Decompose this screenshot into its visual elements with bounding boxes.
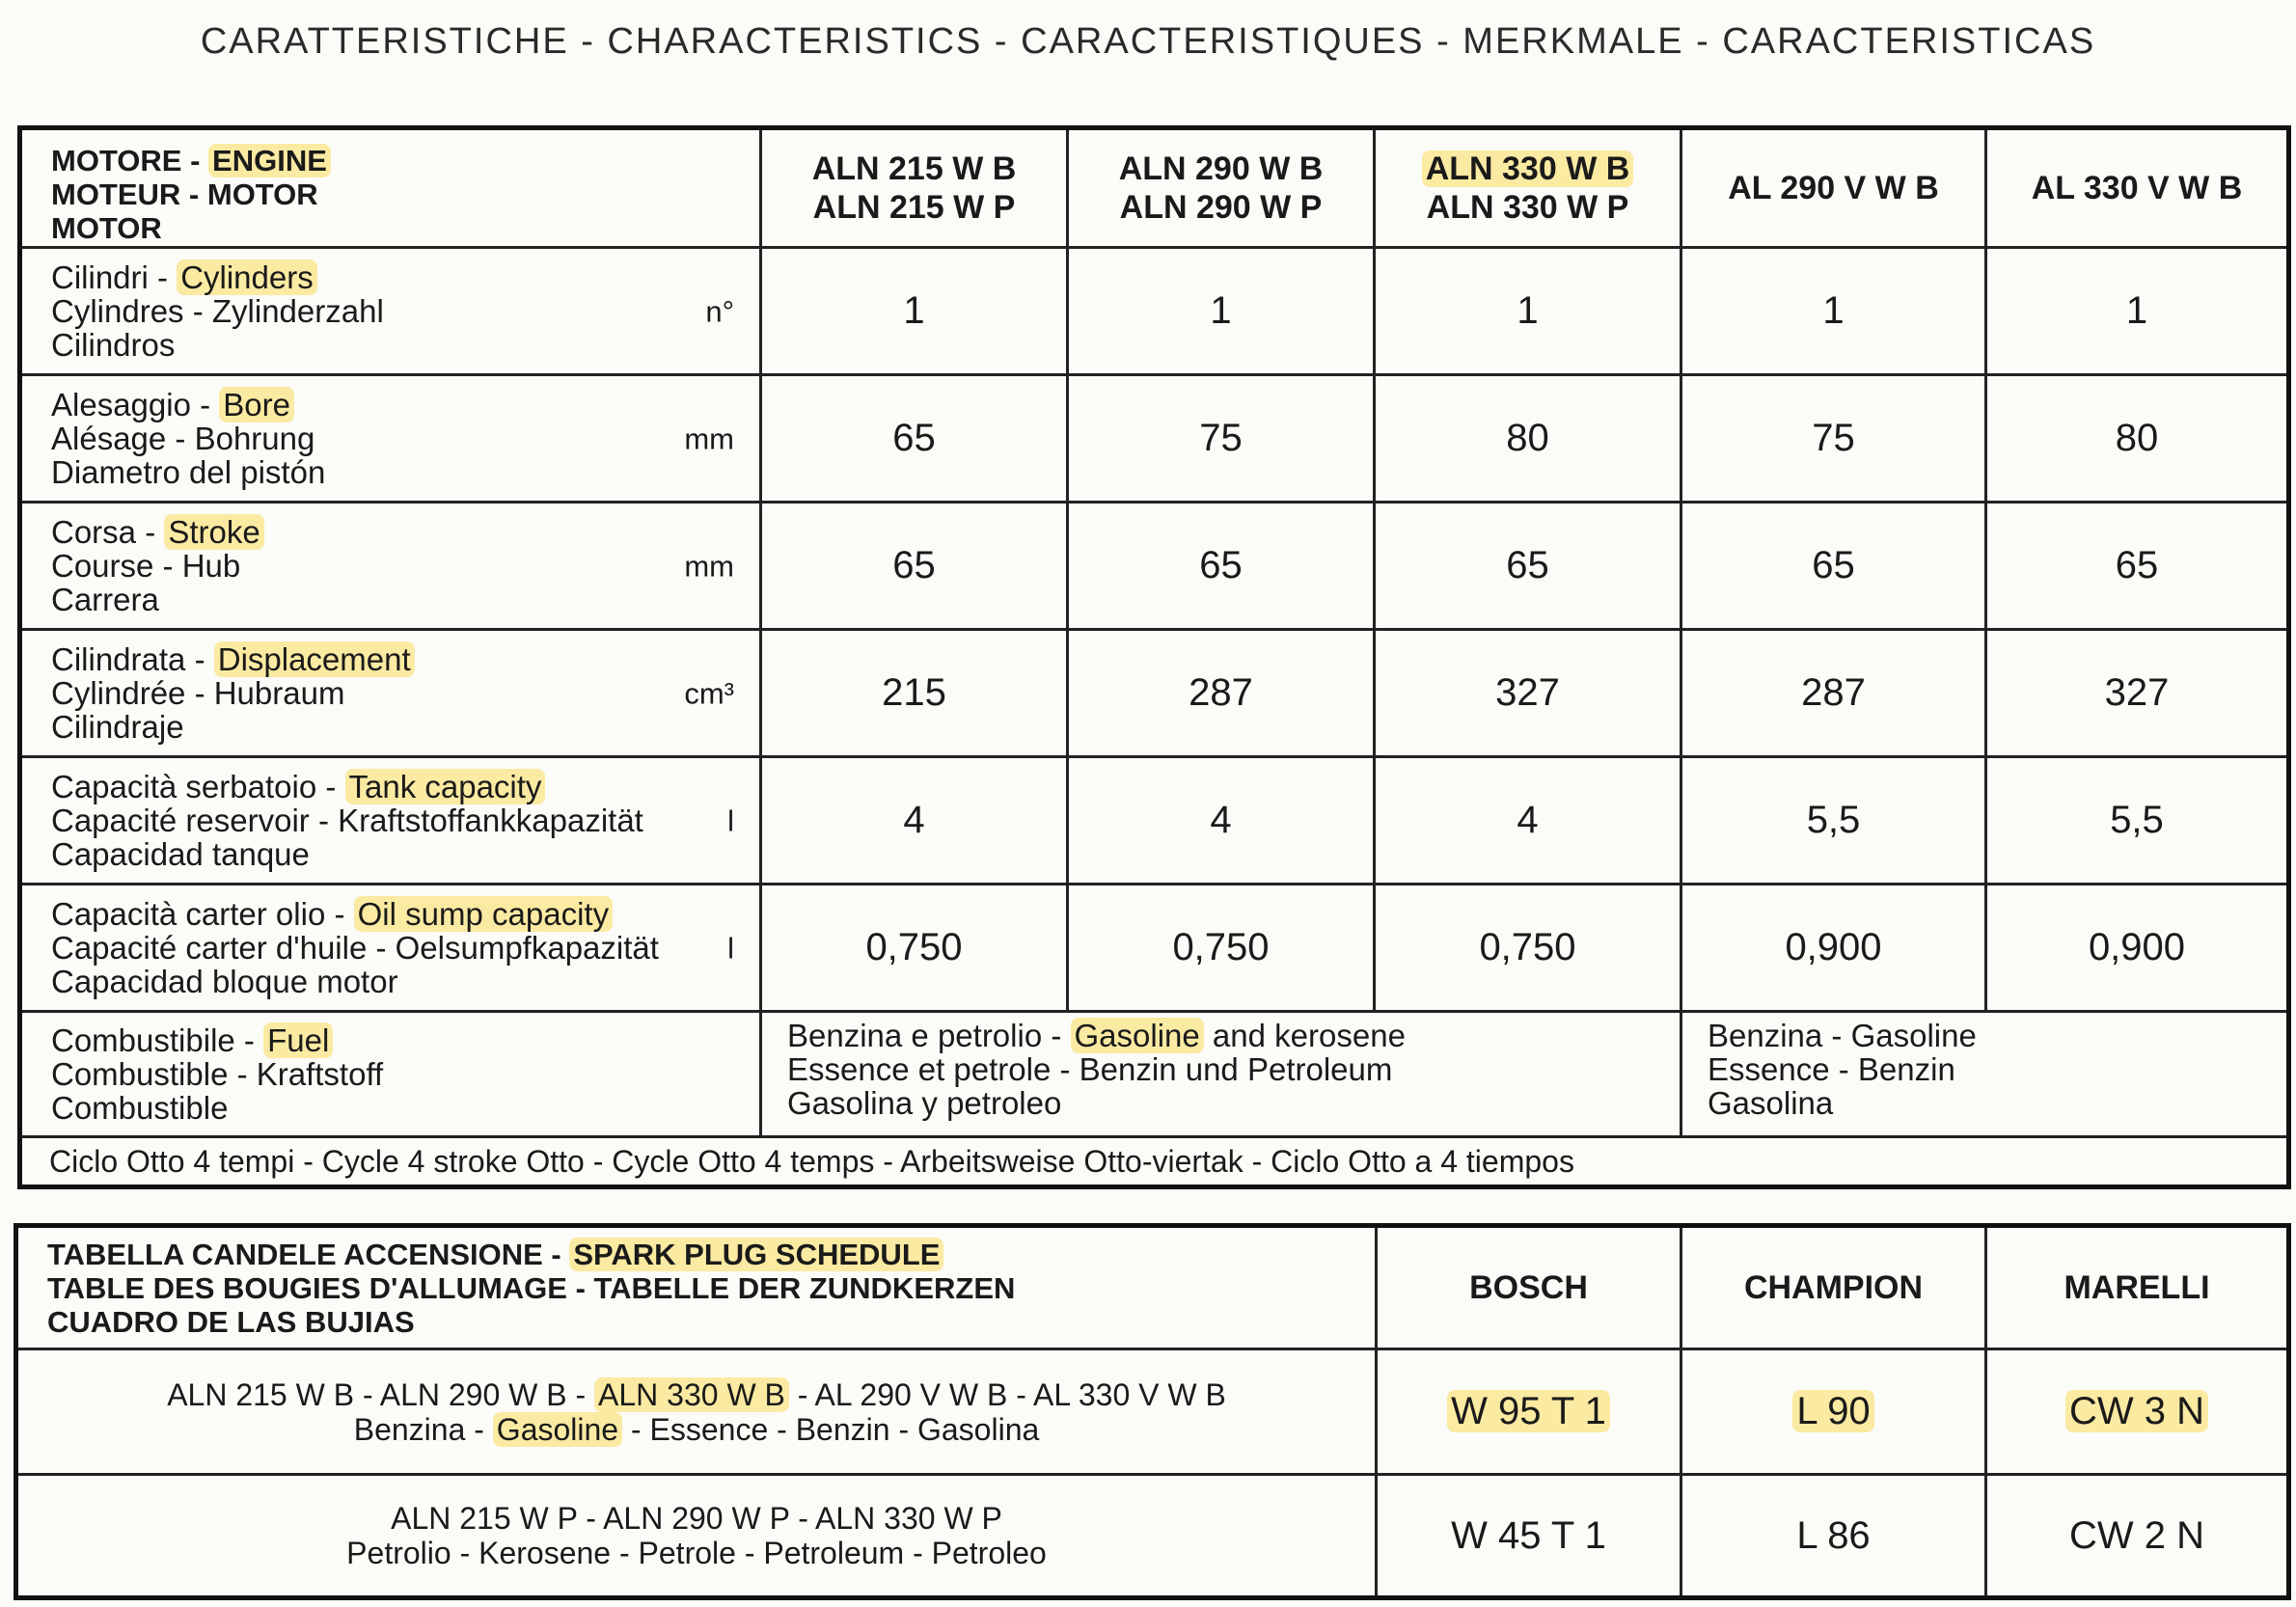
property-tank-capacity: Capacità serbatoio - Tank capacity Capacité reservoir - Kraftstoffankkapazität Capacidad tanque l [20,757,761,885]
plug-champion-gasoline: L 90 [1681,1349,1986,1475]
spark-models-kerosene: ALN 215 W P - ALN 290 W P - ALN 330 W P Petrolio - Kerosene - Petrole - Petroleum - Petroleo [16,1475,1377,1598]
plug-marelli-gasoline: CW 3 N [1986,1349,2289,1475]
spark-plug-table [14,1223,2291,1600]
fuel-group-aln: Benzina e petrolio - Gasoline and kerosene Essence et petrole - Benzin und Petroleum Gasolina y petroleo [761,1012,1681,1137]
value-cell: 75 [1068,375,1375,503]
row-cycle [20,1137,2289,1187]
property-bore: Alesaggio - Bore Alésage - Bohrung Diametro del pistón mm [20,375,761,503]
cycle-description: Ciclo Otto 4 tempi - Cycle 4 stroke Otto - Cycle Otto 4 temps - Arbeitsweise Otto-viertak - Ciclo Otto a 4 tiempos [20,1137,2289,1187]
value-cell: 1 [1986,248,2289,375]
fuel-group-al: Benzina - Gasoline Essence - Benzin Gasolina [1681,1012,2289,1137]
spark-header-row [16,1226,2289,1349]
value-cell: 4 [761,757,1068,885]
spark-row-kerosene [16,1475,2289,1598]
property-cylinders: Cilindri - Cylinders Cylindres - Zylinderzahl Cilindros n° [20,248,761,375]
value-cell: 215 [761,630,1068,757]
spark-models-gasoline: ALN 215 W B - ALN 290 W B - ALN 330 W B - AL 290 V W B - AL 330 V W B Benzina - Gasoline - Essence - Benzin - Gasolina [16,1349,1377,1475]
value-cell: 4 [1375,757,1681,885]
value-cell: 5,5 [1986,757,2289,885]
plug-champion-kerosene: L 86 [1681,1475,1986,1598]
property-oil-sump: Capacità carter olio - Oil sump capacity Capacité carter d'huile - Oelsumpfkapazität Capacidad bloque motor l [20,885,761,1012]
row-fuel [20,1012,2289,1137]
row-stroke [20,503,2289,630]
engine-characteristics-table [17,125,2291,1189]
unit-label: l [727,804,734,837]
unit-label: mm [684,549,734,583]
row-cylinders [20,248,2289,375]
model-header-aln215: ALN 215 W B ALN 215 W P [761,128,1068,248]
value-cell: 65 [761,503,1068,630]
value-cell: 4 [1068,757,1375,885]
value-cell: 0,900 [1681,885,1986,1012]
value-cell: 65 [1681,503,1986,630]
property-stroke: Corsa - Stroke Course - Hub Carrera mm [20,503,761,630]
value-cell: 0,750 [1375,885,1681,1012]
row-bore [20,375,2289,503]
row-oil-sump [20,885,2289,1012]
plug-bosch-gasoline: W 95 T 1 [1377,1349,1681,1475]
unit-label: mm [684,422,734,455]
value-cell: 80 [1986,375,2289,503]
value-cell: 1 [1068,248,1375,375]
plug-marelli-kerosene: CW 2 N [1986,1475,2289,1598]
model-header-al290: AL 290 V W B [1681,128,1986,248]
value-cell: 287 [1068,630,1375,757]
value-cell: 65 [1986,503,2289,630]
unit-label: l [727,931,734,965]
row-tank-capacity [20,757,2289,885]
brand-bosch: BOSCH [1377,1226,1681,1349]
value-cell: 0,750 [761,885,1068,1012]
unit-label: n° [705,294,734,328]
value-cell: 65 [761,375,1068,503]
spark-row-gasoline [16,1349,2289,1475]
value-cell: 1 [761,248,1068,375]
value-cell: 327 [1375,630,1681,757]
page-title: CARATTERISTICHE - CHARACTERISTICS - CARACTERISTIQUES - MERKMALE - CARACTERISTICAS [200,21,2096,62]
brand-marelli: MARELLI [1986,1226,2289,1349]
value-cell: 0,750 [1068,885,1375,1012]
value-cell: 1 [1375,248,1681,375]
value-cell: 5,5 [1681,757,1986,885]
plug-bosch-kerosene: W 45 T 1 [1377,1475,1681,1598]
brand-champion: CHAMPION [1681,1226,1986,1349]
property-displacement: Cilindrata - Displacement Cylindrée - Hubraum Cilindraje cm³ [20,630,761,757]
model-header-aln290: ALN 290 W B ALN 290 W P [1068,128,1375,248]
value-cell: 80 [1375,375,1681,503]
model-header-aln330: ALN 330 W B ALN 330 W P [1375,128,1681,248]
unit-label: cm³ [684,676,734,710]
engine-header-label: MOTORE - ENGINE MOTEUR - MOTOR MOTOR [20,128,761,248]
value-cell: 1 [1681,248,1986,375]
value-cell: 65 [1068,503,1375,630]
row-displacement [20,630,2289,757]
spark-header-label: TABELLA CANDELE ACCENSIONE - SPARK PLUG SCHEDULE TABLE DES BOUGIES D'ALLUMAGE - TABELLE DER ZUNDKERZEN CUADRO DE LAS BUJIAS [16,1226,1377,1349]
value-cell: 75 [1681,375,1986,503]
value-cell: 65 [1375,503,1681,630]
value-cell: 0,900 [1986,885,2289,1012]
model-header-al330: AL 330 V W B [1986,128,2289,248]
property-fuel: Combustibile - Fuel Combustible - Kraftstoff Combustible [20,1012,761,1137]
value-cell: 287 [1681,630,1986,757]
engine-header-row [20,128,2289,248]
value-cell: 327 [1986,630,2289,757]
